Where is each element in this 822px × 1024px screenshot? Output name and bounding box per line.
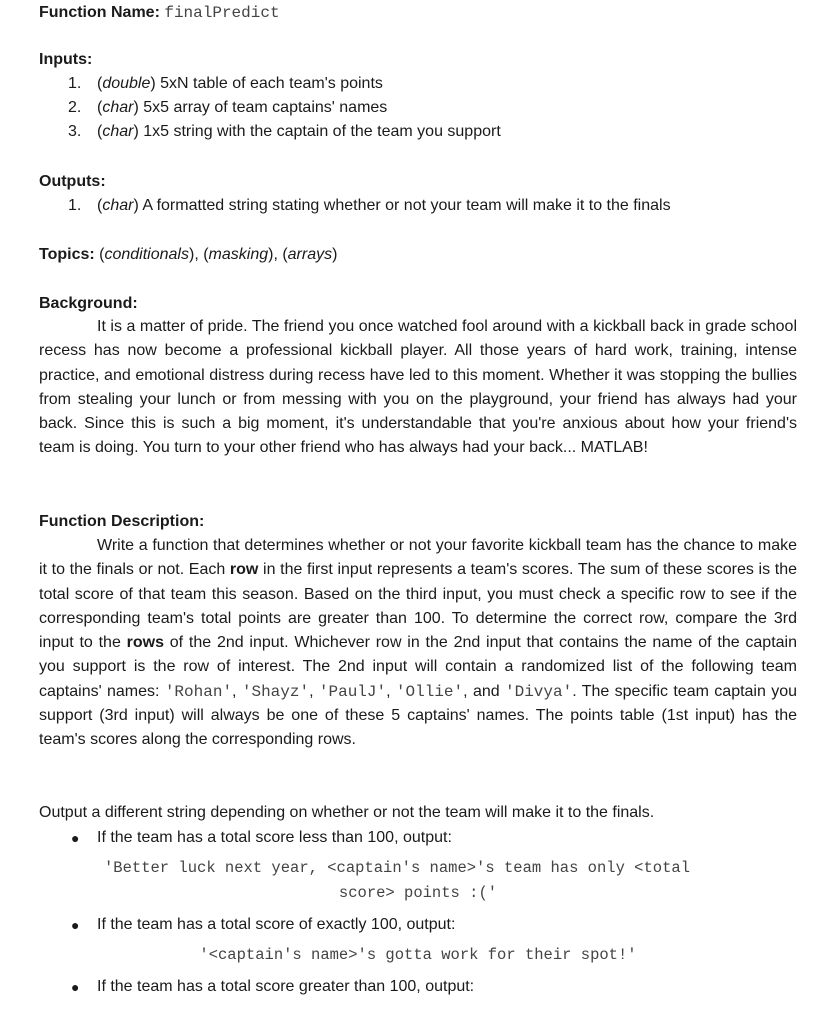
topic-item: arrays xyxy=(287,246,333,263)
input-item-type: double xyxy=(102,75,151,92)
output-bullet-text: If the team has a total score greater than 100, output: xyxy=(97,978,475,995)
topic-item: conditionals xyxy=(104,246,189,263)
topic-item: masking xyxy=(208,246,269,263)
function-name-line xyxy=(39,3,280,23)
function-description-heading: Function Description: xyxy=(39,513,205,530)
code-line: 'Better luck next year, <captain's name>'s team has only <total xyxy=(104,859,690,877)
input-item-text: 1x5 string with the captain of the team you support xyxy=(143,123,501,140)
function-name-value: finalPredict xyxy=(164,4,280,22)
input-item-number: 2. xyxy=(68,99,82,116)
captain-name: 'Ollie' xyxy=(395,682,464,701)
emphasis-row: row xyxy=(229,561,259,579)
input-item-number: 3. xyxy=(68,123,82,140)
outputs-heading: Outputs: xyxy=(39,173,106,190)
captain-name: 'Rohan' xyxy=(164,682,233,701)
input-item-text: 5x5 array of team captains' names xyxy=(143,99,388,116)
output-item-type: char xyxy=(102,197,134,214)
background-paragraph: It is a matter of pride. The friend you once watched fool around with a kickball back in grade school recess has now become a professional kickball player. All those years of hard work, training, intense practice, and emotional distress during recess have led to this moment. Whether it was stopping the bullies from stealing your lunch or from messing with you on the playground, your friend has always had your back. Since this is such a big moment, it's understandable that you're anxious about how your friend's team is doing. You turn to your other friend who has always had your back... MATLAB! xyxy=(39,318,797,457)
inputs-heading: Inputs: xyxy=(39,51,93,68)
input-item-type: char xyxy=(102,123,134,140)
captain-name: 'Divya' xyxy=(505,682,573,701)
topics-label: Topics: xyxy=(39,246,95,263)
code-line: score> points :(' xyxy=(338,884,498,902)
topics-line: Topics: (conditionals), (masking), (arrays) xyxy=(39,246,338,263)
captain-name: 'PaulJ' xyxy=(318,682,387,701)
output-item-text: A formatted string stating whether or not your team will make it to the finals xyxy=(142,197,671,214)
background-heading: Background: xyxy=(39,295,138,312)
code-line: '<captain's name>'s gotta work for their spot!' xyxy=(199,946,637,964)
bullet-icon: ● xyxy=(71,830,80,846)
captain-name: 'Shayz' xyxy=(241,682,310,701)
bullet-icon: ● xyxy=(71,917,80,933)
output-bullet-text: If the team has a total score of exactly 100, output: xyxy=(97,916,456,933)
output-bullet-text: If the team has a total score less than 100, output: xyxy=(97,829,452,846)
input-item-text: 5xN table of each team's points xyxy=(160,75,383,92)
input-item-number: 1. xyxy=(68,75,82,92)
bullet-icon: ● xyxy=(71,979,80,995)
function-description-paragraph: Write a function that determines whether or not your favorite kickball team has the chance to make it to the finals or not. Each row in the first input represents a team's scores. The sum of these scores is the total score of that team this season. Based on the third input, you must check a specific row to see if the corresponding team's total points are greater than 100. To determine the correct row, compare the 3rd input to the rows of the 2nd input. Whichever row in the 2nd input that contains the name of the captain you support is the row of interest. The 2nd input will contain a randomized list of the following team captains' names: 'Rohan', 'Shayz', 'PaulJ', 'Ollie', and 'Divya'. The specific team captain you support (3rd input) will always be one of these 5 captains' names. The points table (1st input) has the team's scores along the corresponding rows. xyxy=(39,537,798,749)
input-item-type: char xyxy=(102,99,134,116)
function-name-label: Function Name: xyxy=(39,4,160,21)
emphasis-rows: rows xyxy=(126,634,164,652)
output-item-number: 1. xyxy=(68,197,82,214)
output-intro: Output a different string depending on whether or not the team will make it to the finals. xyxy=(39,804,655,821)
